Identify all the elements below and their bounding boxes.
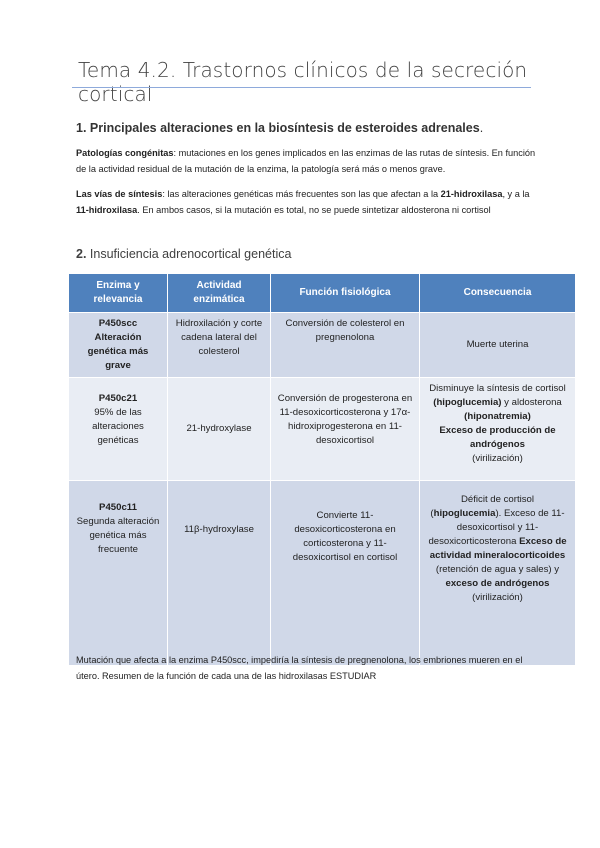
consequence-text: Déficit de cortisol (	[430, 494, 535, 519]
paragraph-2-text-a: : las alteraciones genéticas más frecuentes son las que afectan a la	[162, 189, 441, 199]
cell-enzyme	[69, 481, 168, 666]
cell-function: Conversión de progesterona en 11-desoxicorticosterona y 17α-hidroxiprogesterona en 11-desoxicortisol	[271, 378, 420, 481]
enzyme-name: P450scc	[98, 318, 138, 329]
header-consequence: Consecuencia	[420, 274, 576, 313]
paragraph-congenital	[76, 145, 536, 177]
paragraph-2-bold-b: 11-hidroxilasa	[76, 205, 138, 215]
enzyme-relevance: Alteración genética más grave	[87, 332, 149, 371]
consequence-text: (virilización)	[472, 592, 523, 603]
table-row	[69, 378, 575, 481]
table-header-row	[69, 274, 575, 313]
enzyme-name: P450c21	[98, 393, 138, 404]
header-function: Función fisiológica	[271, 274, 420, 313]
section-1-heading	[76, 121, 483, 135]
paragraph-2-text-c: . En ambos casos, si la mutación es total, no se puede sintetizar aldosterona ni cortisol	[137, 205, 491, 215]
enzyme-relevance: 95% de las alteraciones genéticas	[92, 407, 144, 446]
cell-function: Conversión de colesterol en pregnenolona	[271, 313, 420, 378]
consequence-text: (virilización)	[472, 453, 523, 464]
cell-consequence: Muerte uterina	[420, 313, 576, 378]
paragraph-synthesis	[76, 186, 536, 218]
paragraph-1-text: : mutaciones en los genes implicados en las enzimas de las rutas de síntesis. En función de la actividad residual de la mutación de la enzima, la patología será más o menos grave.	[76, 148, 536, 174]
section-2-heading	[76, 247, 291, 261]
section-1-title: Principales alteraciones en la biosíntesis de esteroides adrenales	[89, 121, 480, 135]
consequence-text: (retención de agua y sales) y	[435, 564, 560, 575]
section-2-title: Insuficiencia adrenocortical genética	[89, 247, 292, 261]
consequence-bold: Exceso de actividad mineralocorticoides	[429, 536, 567, 561]
cell-consequence	[420, 481, 576, 666]
section-1-number: 1.	[76, 121, 87, 135]
header-enzyme: Enzima y relevancia	[69, 274, 168, 313]
cell-consequence	[420, 378, 576, 481]
paragraph-2-lead: Las vías de síntesis	[76, 189, 163, 199]
enzyme-table	[69, 274, 575, 665]
cell-enzyme	[69, 378, 168, 481]
consequence-bold: exceso de andrógenos	[445, 578, 550, 589]
paragraph-1-lead: Patologías congénitas	[76, 148, 174, 158]
paragraph-2-text-b: , y a la	[502, 189, 530, 199]
enzyme-name: P450c11	[99, 502, 137, 513]
title-divider	[72, 87, 531, 88]
consequence-bold: hipoglucemia	[433, 508, 496, 519]
cell-function: Convierte 11-desoxicorticosterona en corticosterona y 11- desoxicortisol en cortisol	[271, 481, 420, 666]
consequence-bold: (hipoglucemia)	[433, 397, 502, 408]
consequence-bold: Exceso de producción de andrógenos	[439, 425, 556, 450]
table-row	[69, 481, 575, 666]
cell-activity: 21-hydroxylase	[168, 378, 271, 481]
footer-note: Mutación que afecta a la enzima P450scc, impediría la síntesis de pregnenolona, los embriones mueren en el útero. Resumen de la función de cada una de las hidroxilasas ESTUDIAR	[76, 655, 523, 681]
cell-activity: Hidroxilación y corte cadena lateral del colesterol	[168, 313, 271, 378]
enzyme-relevance: Segunda alteración genética más frecuente	[76, 516, 160, 555]
section-2-number: 2.	[76, 247, 87, 261]
page-title: Tema 4.2. Trastornos clínicos de la secreción cortical	[78, 58, 528, 106]
consequence-text: y aldosterona	[501, 397, 562, 408]
paragraph-2-bold-a: 21-hidroxilasa	[440, 189, 503, 199]
section-1-trailing: .	[479, 121, 484, 135]
consequence-text: Disminuye la síntesis de cortisol	[429, 383, 566, 394]
consequence-text: ). Exceso de 11-desoxicortisol y 11-desoxicorticosterona	[428, 508, 565, 547]
consequence-bold: (hiponatremia)	[464, 411, 531, 422]
table-row	[69, 313, 575, 378]
header-activity: Actividad enzimática	[168, 274, 271, 313]
cell-activity: 11β-hydroxylase	[168, 481, 271, 666]
cell-enzyme	[69, 313, 168, 378]
